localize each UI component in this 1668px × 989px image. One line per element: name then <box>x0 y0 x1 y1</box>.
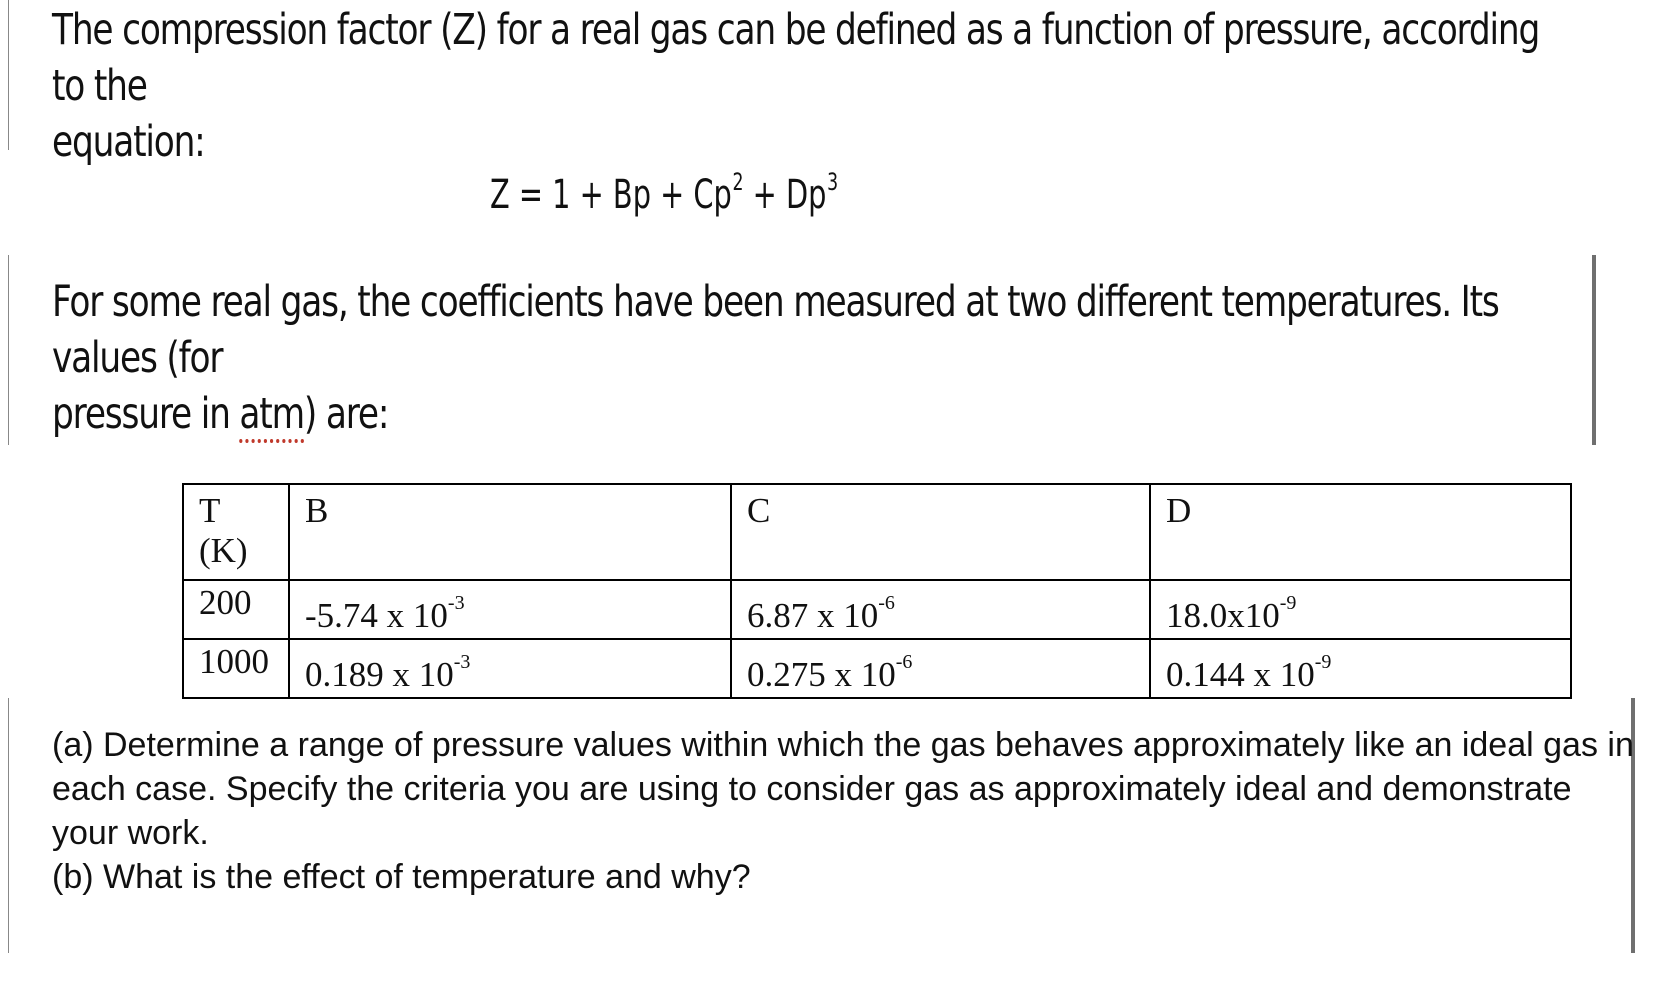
table-row <box>183 580 1571 639</box>
cell-b-exponent: -3 <box>447 592 465 614</box>
cell-d <box>1150 580 1571 639</box>
cell-d-base: 0.144 x 10 <box>1166 655 1315 694</box>
left-edge-bar-middle <box>8 255 9 445</box>
cell-c <box>731 580 1150 639</box>
table-header-row <box>183 484 1571 580</box>
cell-d-exponent: -9 <box>1279 592 1297 614</box>
left-edge-bar-top <box>8 0 9 150</box>
questions-block <box>52 723 1642 899</box>
cell-b-base: -5.74 x 10 <box>305 596 448 635</box>
intro-line-1: The compression factor (Z) for a real gas can be defined as a function of pressure, according to the <box>52 5 1540 111</box>
coefficients-line-1: For some real gas, the coefficients have been measured at two different temperatures. Its values (for <box>52 277 1499 383</box>
question-a: (a) Determine a range of pressure values within which the gas behaves approximately like an ideal gas in each case. Specify the criteria you are using to consider gas as approximately ideal and demonstrate your work. <box>52 726 1634 852</box>
equation-exponent-2: 2 <box>732 168 744 196</box>
coefficients-paragraph <box>52 274 1508 442</box>
cell-d <box>1150 639 1571 698</box>
cell-c-base: 0.275 x 10 <box>747 655 896 694</box>
left-edge-bar-bottom <box>8 698 9 953</box>
cell-b-base: 0.189 x 10 <box>305 655 454 694</box>
cell-c-exponent: -6 <box>895 651 913 673</box>
intro-line-2: equation: <box>52 117 205 167</box>
header-t-label: T <box>199 491 221 530</box>
right-edge-bar-middle <box>1592 255 1596 445</box>
table-row <box>183 639 1571 698</box>
cell-c-base: 6.87 x 10 <box>747 596 879 635</box>
cell-c-exponent: -6 <box>878 592 895 614</box>
cell-b-exponent: -3 <box>453 651 471 673</box>
cell-temperature: 1000 <box>183 639 289 698</box>
header-c: C <box>731 484 1150 580</box>
equation-part-2: + Dp <box>743 172 827 218</box>
coefficients-line-2-pre: pressure in <box>52 389 240 439</box>
coefficients-line-2 <box>52 386 1508 442</box>
coefficients-table <box>182 483 1572 699</box>
header-t-unit: (K) <box>199 531 248 570</box>
header-temperature <box>183 484 289 580</box>
question-b: (b) What is the effect of temperature and why? <box>52 858 751 896</box>
equation-exponent-3: 3 <box>827 168 839 196</box>
cell-d-base: 18.0x10 <box>1166 596 1280 635</box>
coefficients-line-2-post: ) are: <box>303 389 389 439</box>
header-b: B <box>289 484 731 580</box>
cell-b <box>289 639 731 698</box>
intro-paragraph <box>52 2 1556 170</box>
cell-c <box>731 639 1150 698</box>
cell-d-exponent: -9 <box>1314 651 1332 673</box>
header-d: D <box>1150 484 1571 580</box>
equation-part-1: Z = 1 + Bp + Cp <box>490 172 732 218</box>
compression-factor-equation <box>490 168 838 218</box>
cell-temperature: 200 <box>183 580 289 639</box>
spellcheck-flagged-word: atm <box>239 389 303 443</box>
cell-b <box>289 580 731 639</box>
